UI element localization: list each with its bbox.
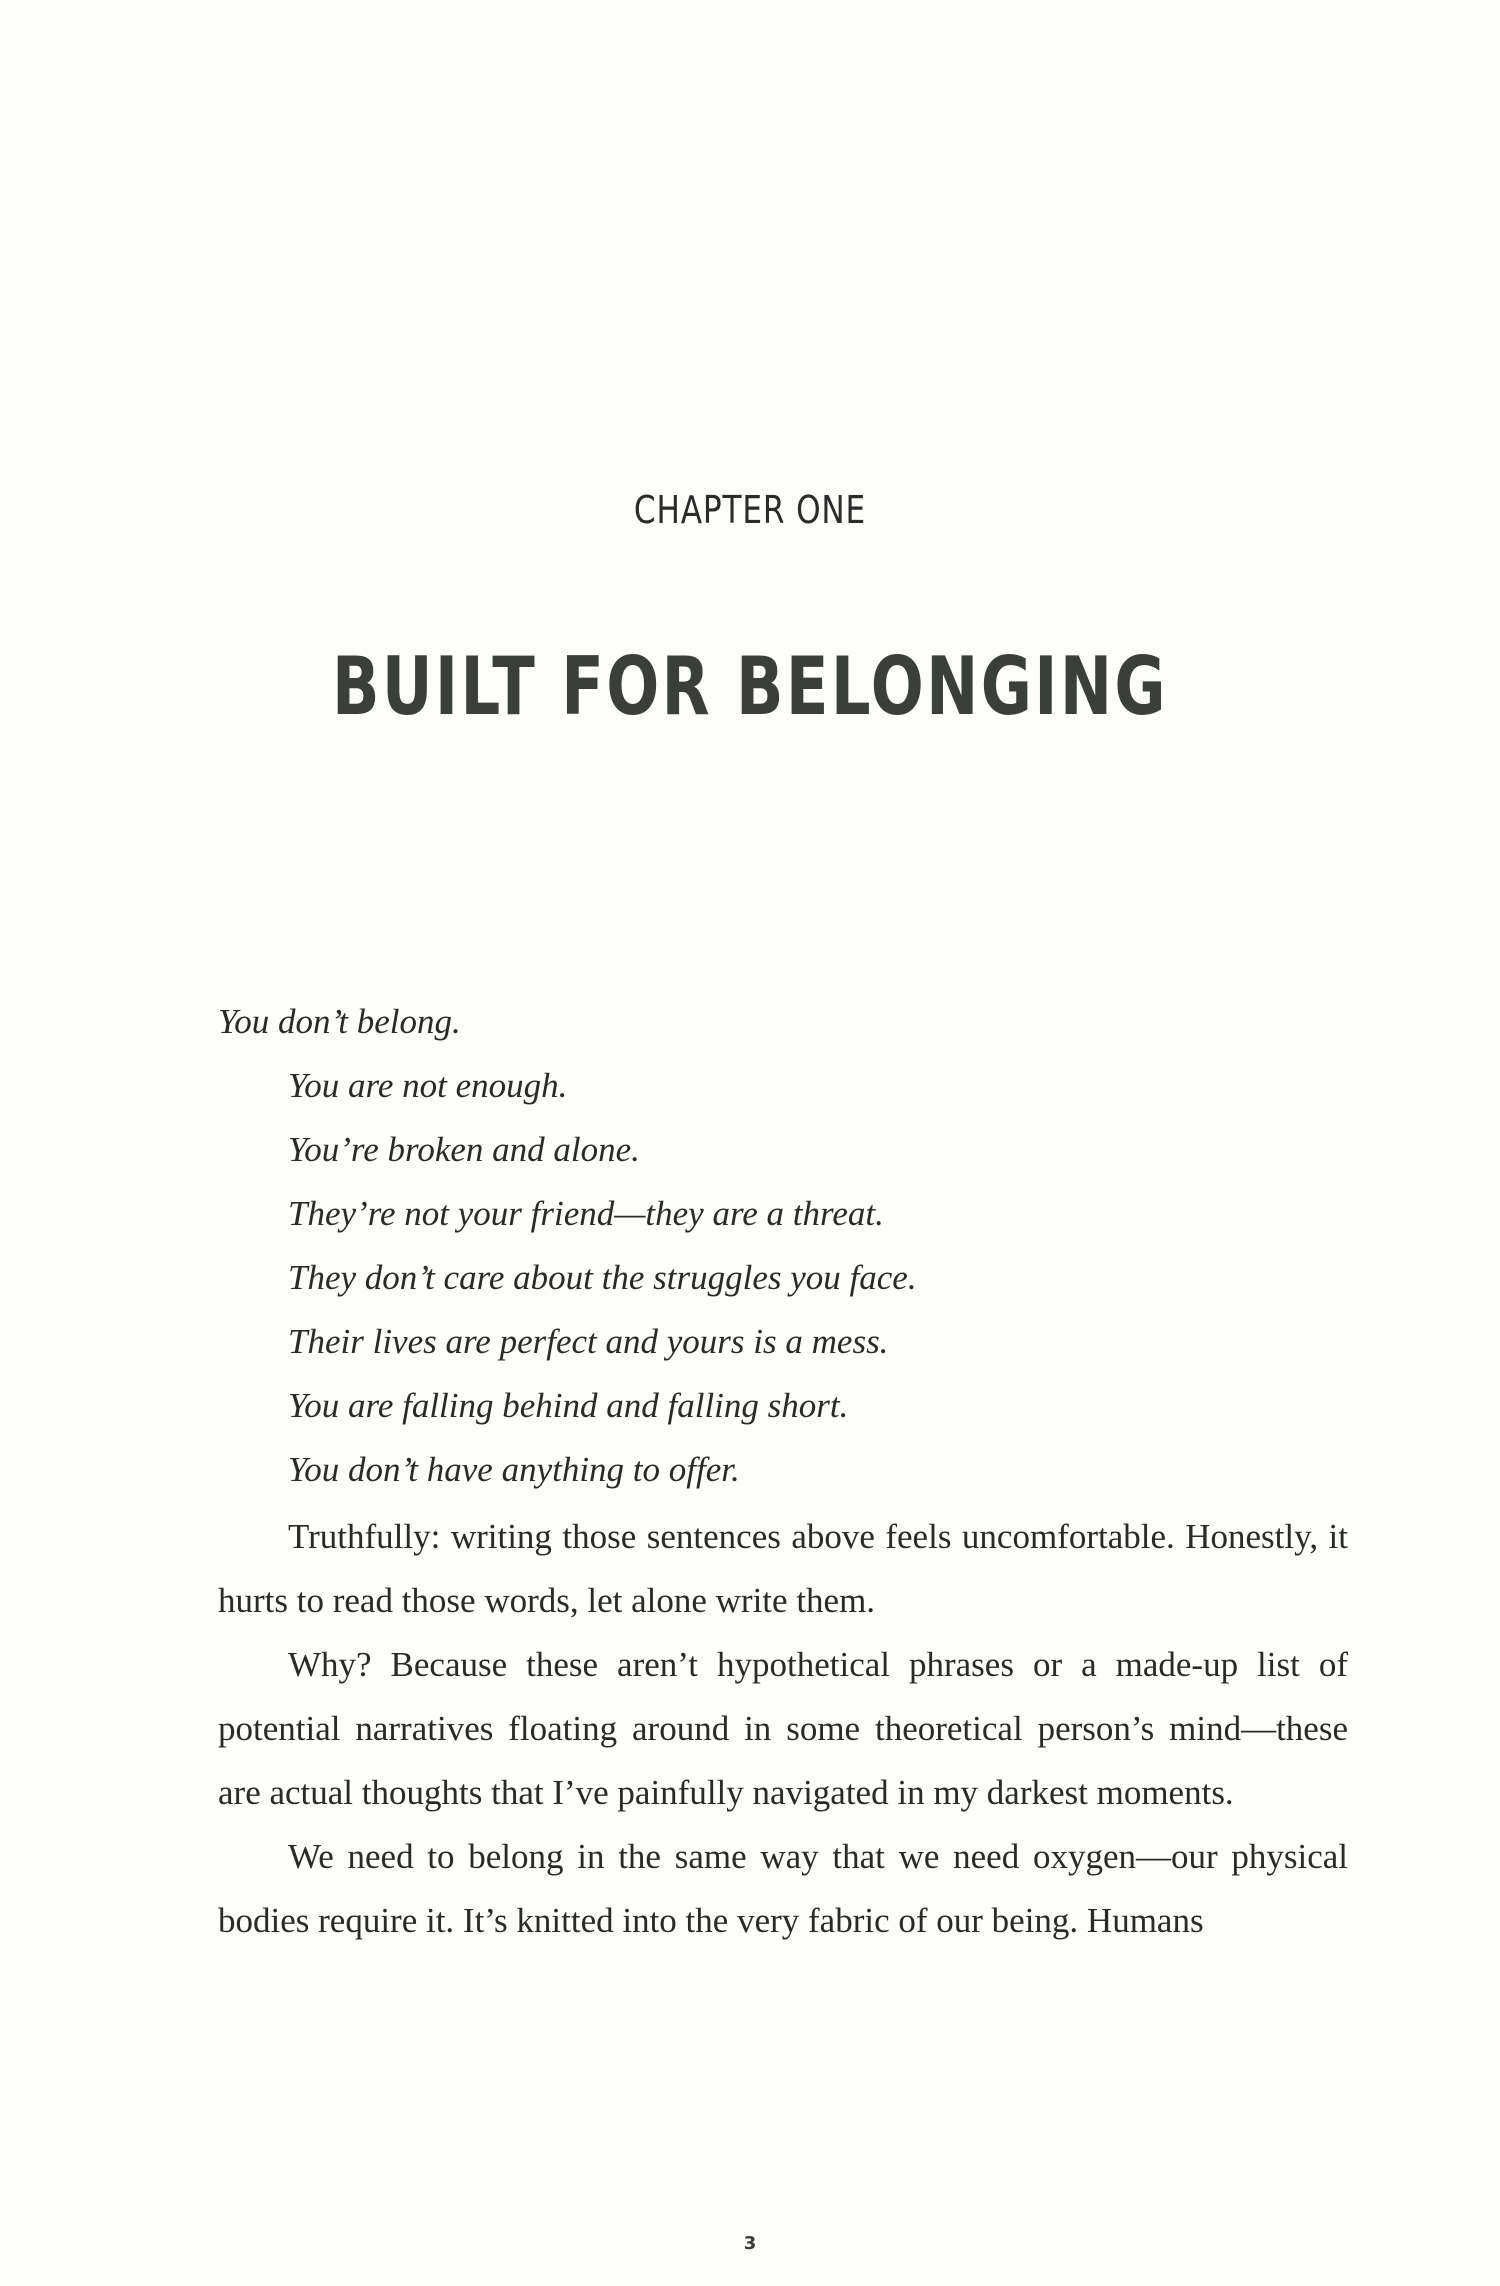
body-paragraph: We need to belong in the same way that we need oxygen—our physical bodies require it. It’s knitted into the very fabric of our being. Humans bbox=[218, 1837, 1348, 1940]
poem-line: You are falling behind and falling short. bbox=[288, 1386, 849, 1425]
poem-line: You’re broken and alone. bbox=[288, 1130, 640, 1169]
poem-line: You are not enough. bbox=[288, 1066, 568, 1105]
poem-line: They don’t care about the struggles you face. bbox=[288, 1258, 917, 1297]
poem-line: You don’t belong. bbox=[218, 1002, 461, 1041]
italic-poem bbox=[218, 990, 1348, 1502]
poem-line: Their lives are perfect and yours is a mess. bbox=[288, 1322, 889, 1361]
poem-line: They’re not your friend—they are a threat. bbox=[288, 1194, 884, 1233]
page-number: 3 bbox=[743, 2233, 757, 2254]
body-text bbox=[218, 1505, 1348, 1953]
chapter-title: BUILT FOR BELONGING bbox=[332, 640, 1168, 733]
body-paragraph: Why? Because these aren’t hypothetical phrases or a made-up list of potential narratives floating around in some theoretical person’s mind—these are actual thoughts that I’ve painfully navigated in my darkest moments. bbox=[218, 1645, 1348, 1812]
chapter-label: CHAPTER ONE bbox=[633, 488, 867, 532]
body-paragraph: Truthfully: writing those sentences above feels uncomfortable. Honestly, it hurts to read those words, let alone write them. bbox=[218, 1517, 1348, 1620]
poem-line: You don’t have anything to offer. bbox=[288, 1450, 740, 1489]
